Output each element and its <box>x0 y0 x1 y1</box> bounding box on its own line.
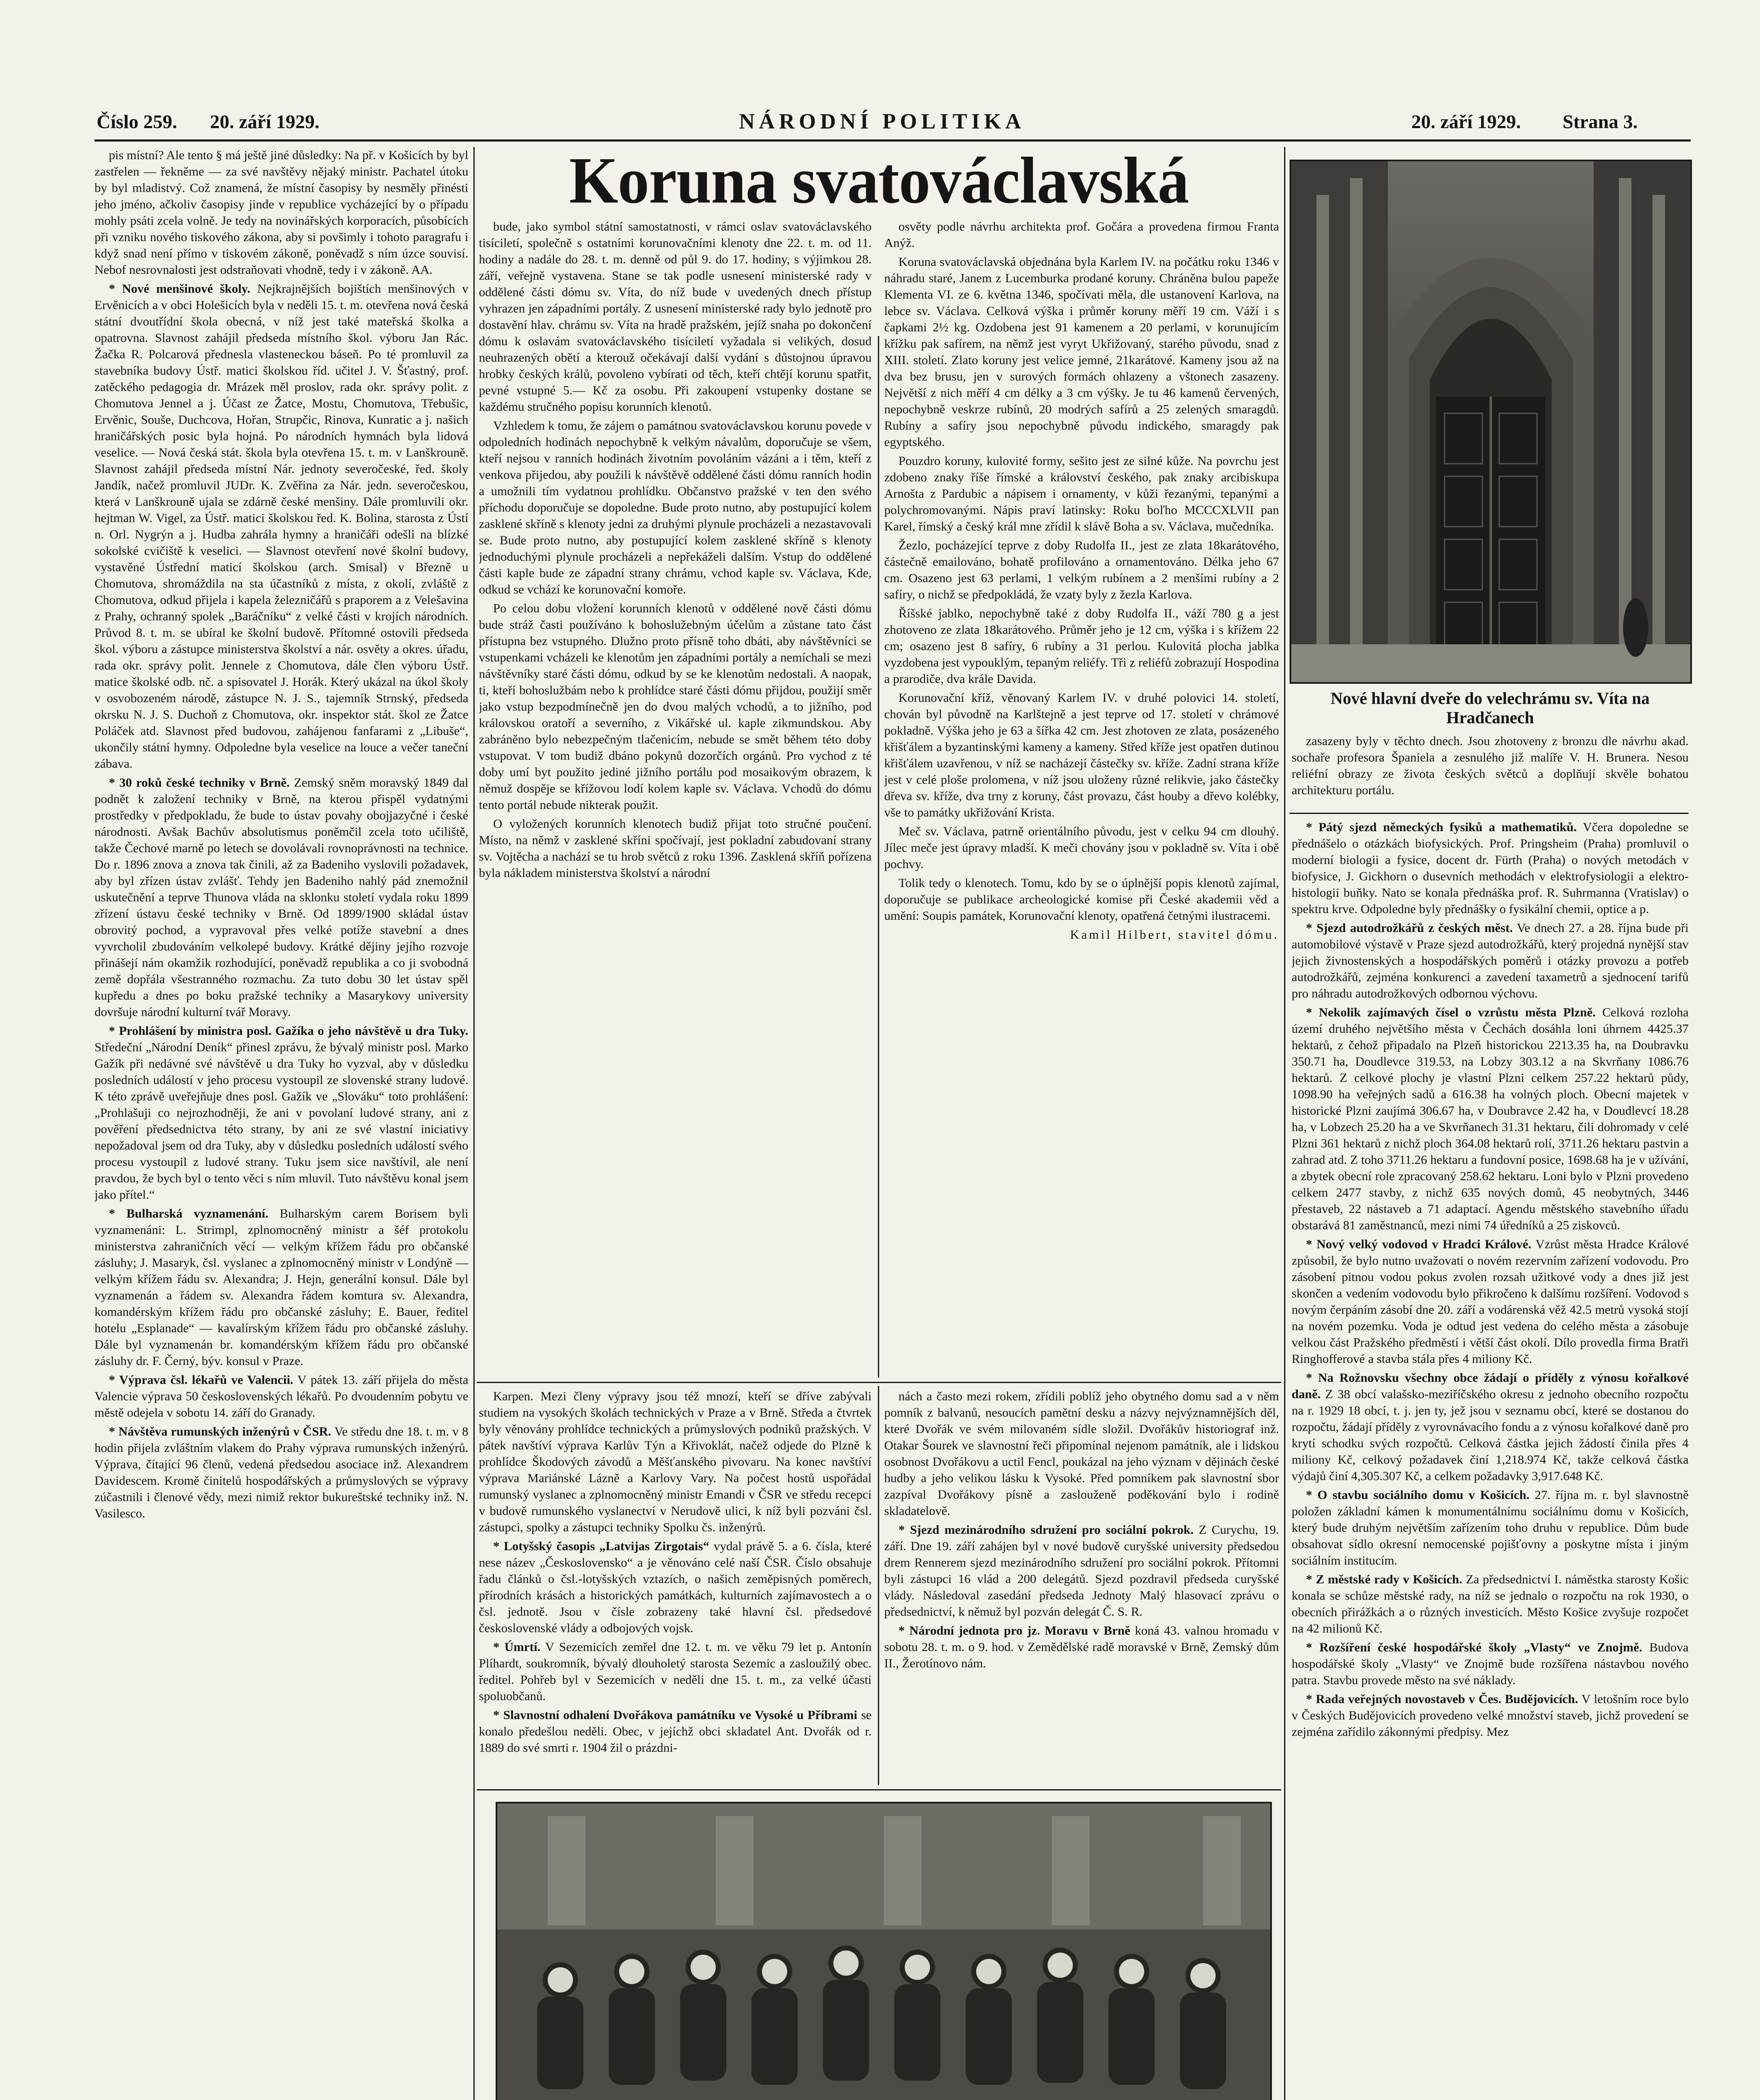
article-paragraph: Pouzdro koruny, kulovité formy, sešito jest ze silné kůže. Na povrchu jest zdobeno znaky říše římské a království českého, pak znaky arcibiskupa Arnošta z Pardubic a nápisem i ornamenty, v kůži řezanými, tepanými a polychromovanými. Nápis praví latinsky: Roku boľho MCCCXLVII pan Karel, římský a český král mne zřídil k slávě Boha a sv. Václava, mučedníka. <box>884 454 1279 533</box>
main-article-column-b <box>884 218 1279 1378</box>
cathedral-photo-caption-text <box>1292 733 1689 808</box>
reparation-commission-photo <box>496 1802 1272 2100</box>
article-paragraph: Koruna svatováclavská objednána byla Karlem IV. na počátku roku 1346 v náhradu staré, Janem z Lucemburka prodané koruny. Chráněna bulou papeže Klementa VI. ze 6. května 1346, spočívati měla, dle ustanovení Karlova, na lebce sv. Václava. Celková výška i průměr koruny měří 19 cm. Váží i s čapkami 2½ kg. Ozdobena jest 91 kamenem a 20 perlami, v korunujícím křížku pak safírem, na němž jest vyryt Ukřižovaný, starého původu, snad z XIII. století. Zlato koruny jest velice jemné, 21karátové. Kameny jsou až na dva bez brusu, jen v surových formách ohlazeny a vštonech zasazeny. Největší z nich měří 4 cm délky a 3 cm výšky. Je tu 46 kamenů červených, nepochybně veskrze rubínů, 20 modrých safírů a 25 zelených smaragdů. Rubíny a safíry jsou nepochybně původu indického, smaragdy pak egyptského. <box>884 255 1279 449</box>
article-paragraph: Vzhledem k tomu, že zájem o památnou svatováclavskou korunu povede v odpoledních hodinách nepochybně k velkým návalům, doporučuje se všem, kteří nejsou v ranních hodinách životním povoláním vázáni a i těm, kteří z venkova přijedou, aby použili k návštěvě oddělené části dómu ranních hodin a umožnili tím vydatnou prohlídku. Občanstvo pražské v ten den svého příchodu doporučuje se dopoledne. Bude proto nutno, aby postupující kolem zasklené skříně s klenoty jedni za druhými plynule procházeli a nezastavovali se. Bude proto nutno, aby postupující kolem zasklené skříně s klenoty jednoduchými plynule procházeli a nepřekáželi dalším. Vstup do oddělené části kaple bude ze západní strany chrámu, vchod kaple sv. Václava, Kde, odkud se vchází ke korunovační komoře. <box>479 419 872 596</box>
col1-paragraph: * Výprava čsl. lékařů ve Valencii. V pátek 13. září přijela do města Valencie výprava 50 československých lékařů. Po dvoudenním pobytu ve městě odejela v sobotu 14. září do Granady. <box>95 1373 468 1420</box>
lower-paragraph: * Slavnostní odhalení Dvořákova památníku ve Vysoké u Příbrami se konalo předešlou neděli. Obec, v jejíchž obci skladatel Ant. Dvořák od r. 1889 do své smrti r. 1904 žil o prázdni- <box>479 1708 872 1755</box>
caption-paragraph: zasazeny byly v těchto dnech. Jsou zhotoveny z bronzu dle návrhu akad. sochaře profesora Španiela a zesnulého již malíře V. H. Brunera. Nesou reliéfní obrazy ze života českých světců a doplňují skvěle bohatou architekturu portálu. <box>1292 734 1689 797</box>
col4-paragraph: * Rozšíření české hospodářské školy „Vlasty“ ve Znojmě. Budova hospodářské školy „Vlasty“ ve Znojmě bude rozšířena nástavbou nového patra. Stavbu provede město na své náklady. <box>1292 1641 1689 1687</box>
lower-paragraph: Karpen. Mezi členy výpravy jsou též mnozí, kteří se dříve zabývali studiem na vysokých školách technických v Praze a v Brně. Středa a čtvrtek byly věnovány prohlídce technických a průmyslových podniků pražských. V pátek navštíví výprava Karlův Týn a Křivoklát, načež odjede do Plzně k prohlídce Škodových závodů a Měšťanského pivovaru. Na konec navštíví výprava Mariánské Lázně a Karlovy Vary. Na počest hostů uspořádal rumunský vyslanec a zplnomocněný ministr Emandi v ČSR ve středu recepci v budově rumunského vyslanectví v Nerudově ulici, k níž byli pozváni čsl. zástupci, spolky a zástupci techniky Spolku čs. inženýrů. <box>479 1389 872 1534</box>
lower-column-b <box>884 1388 1279 1785</box>
header-rule <box>95 139 1691 142</box>
col4-paragraph: * Pátý sjezd německých fysiků a mathematiků. Včera dopoledne se přednášelo o otázkách biofysických. Prof. Pringsheim (Praha) promluvil o moderní biologii a fysice, docent dr. Fürth (Praha) o nových metodách v biofysice, J. Gickhorn o dusevních methodách v elektrofysiologii a elektro-histologii buňky. Nato se konala přednáška prof. R. Suhrmanna (Vratislav) o spektru krve. Odpoledne byly přednášky o fysikální chemii, optice a p. <box>1292 820 1689 916</box>
article-paragraph: osvěty podle návrhu architekta prof. Gočára a provedena firmou Franta Anýž. <box>884 220 1279 250</box>
issue-number: Číslo 259. <box>97 111 177 132</box>
col1-paragraph: * Návštěva rumunských inženýrů v ČSR. Ve středu dne 18. t. m. v 8 hodin přijela zvláštním vlakem do Prahy výprava rumunských inženýrů. Výprava, čítající 96 členů, vedená předsedou asociace inž. Alexandrem Davidescem. Kromě činitelů hospodářských a průmyslových se výpravy zúčastnili i členové vědy, mezi nimiž rektor bukureštské techniky inž. N. Vasilesco. <box>95 1425 468 1520</box>
page-number: Strana 3. <box>1563 111 1638 132</box>
main-headline: Koruna svatováclavská <box>569 144 1189 217</box>
article-paragraph: bude, jako symbol státní samostatnosti, v rámci oslav svatováclavského tisíciletí, společně s ostatními korunovačními klenoty dne 22. t. m. od 11. hodiny a nadále do 28. t. m. denně od půl 9. do 17. hodiny, s výjimkou 28. září, veřejně vystavena. Stane se tak podle usnesení ministerské rady v oddělené části dómu sv. Víta, do níž bude v uvedených dnech přístup vyhrazen jen západními portály. Z usnesení ministerské rady bylo jednotě pro dostavění hlav. chrámu sv. Víta na hradě pražském, jejíž snaha po dokončení dómu k oslavám svatováclavského tisíciletí vyžadala si velikých, dosud neuhrazených obětí a kterouž očekávají další vydání s důstojnou úpravou hrobky českých králů, povoleno vybírati od těch, kteří chtějí korunu spatřit, pevné vstupné 5.— Kč za osobu. Při zakoupení vstupenky dostane se každému stručného popisu korunních klenotů. <box>479 220 872 414</box>
col1-paragraph: * Nové menšinové školy. Nejkrajnějších bojištích menšinových v Ervěnicích a v obci Holešicích byla v neděli 15. t. m. otevřena nová česká státní dvoutřídní škola obecná, v níž jest také mateřská školka a opatrovna. Slavnost zahájil předseda místního škol. výboru Jan Rác. Žačka R. Polcarová přednesla vlasteneckou báseň. Po té promluvil za stavebníka budovy Ústř. matici školskou říd. učitel J. V. Šťastný, prof. zatěckého pedagogia dr. Mrázek měl proslov, rada okr. správy polit. z Chomutova Jennel a j. Účast ze Žatce, Mostu, Chomutova, Třebušic, Ervěnic, Souše, Duchcova, Hořan, Strupčic, Rinova, Kunratic a j. našich hraničářských posic byla hojná. Po národních hymnách byla lidová veselice. — Nová česká stát. škola byla otevřena 15. t. m. v Lanškrouně. Slavnost zahájil předseda místní Nár. jednoty severočeské, řed. školy Jandík, načež promluvil JUDr. K. Zvěřina za Nár. jedn. severočeskou, která v Lanškrouně ujala se zdárně české menšiny. Dále promluvili okr. hejtman W. Vigel, za Ústř. matici školskou řed. K. Bolina, starosta z Ústí n. Orl. Nygrýn a j. Hudba zahrála hymny a hraničáři odešli na blízké sokolské cvičiště k veselici. — Slavnost otevření nové školní budovy, vystavěné Ústřední maticí školskou (arch. Smisal) v Březně u Chomutova, shromáždila na sta účastníků z místa, z okolí, zvláště z Chomutova, odkud přijela i kapela železničářů s praporem a z Velešavina z Prahy, ochranný spolek „Baráčníku“ z velké části v krojích národních. Průvod 8. t. m. se ubíral ke školní budově. Přítomné ostovili předseda škol. výboru a zástupce ministerstva školství a nár. osvěty a okres. úřadu, rada okr. správy polit. Jennele z Chomutova, dále člen výboru Ústř. matice školské odb. nč. a spisovatel J. Horák. Který ukázal na úkol školy v osvobozeném národě, zástupce N. J. S., tajemník Strnský, předseda okrsku N. J. S. Duchoň z Chomutova, okr. inspektor stát. škol ze Žatce Poláček atd. Slavnost před budovou, zahájenou fanfarami z „Libuše“, ukončily státní hymny. Odpoledne byla veselice na louce a večer taneční zábava. <box>95 282 468 771</box>
article-paragraph: Žezlo, pocházející teprve z doby Rudolfa II., jest ze zlata 18karátového, částečně emailováno, bohatě profilováno a ornamentováno. Délka jeho 67 cm. Osazeno jest 63 perlami, 1 velkým rubínem a 2 menšími rubíny a 2 safíry, o nichž se předpokládá, že vzaty byly z žezla Karlova. <box>884 538 1279 601</box>
col4-paragraph: * O stavbu sociálního domu v Košicích. 27. října m. r. byl slavnostně položen základní kámen k monumentálnímu sociálnímu domu v Košicích, který bude druhým největším zařízením toho druhu v republice. Dům bude obsahovat sídlo okresní nemocenské pojišťovny a poskytne místa i jiným sociálním institucím. <box>1292 1488 1689 1567</box>
col4-paragraph: * Rada veřejných novostaveb v Čes. Budějovicích. V letošním roce bylo v Českých Budějovicích provedeno velké množství staveb, jichž provedení se zejména zařídilo zákonnými předpisy. Mez <box>1292 1692 1689 1739</box>
commission-meeting-illustration <box>497 1803 1270 2100</box>
col1-paragraph: * Prohlášení by ministra posl. Gažíka o jeho návštěvě u dra Tuky. Středeční „Národní Deník“ přinesl zprávu, že bývalý ministr posl. Marko Gažík při nedávné své návštěvě u dra Tuky ho vyzval, aby v důsledku posledních událostí v jeho procesu vystoupil ze slovenské strany ludové. K této zprávě uveřejňuje dnes posl. Gažík ve „Slováku“ toto prohlášení: „Prohlašuji co nejrozhodněji, že ani v povolaní ludové strany, ani z pověření předsednictva této strany, by ani ze své vlastní iniciativy nepožadoval jsem od dra Tuky, aby v důsledku posledních událostí svého procesu vystoupil z ludové strany. Tuku jsem sice navštívil, ale není pravdou, že bych byl o tento věci s ním mluvil. Tuto návštěvu konal jsem jako přítel.“ <box>95 1024 468 1202</box>
lower-column-a <box>479 1388 872 1785</box>
article-paragraph: Říšské jablko, nepochybně také z doby Rudolfa II., váží 780 g a jest zhotoveno ze zlata 18karátového. Průměr jeho je 12 cm, výška i s křížem 22 cm; osazeno jest 8 safíry, 6 rubíny a 31 perlou. Kulovitá plocha jablka vyzdobena jest vypouklým, tepaným reliéfy. Tři z reliéfů zobrazují Hospodina a prarodiče, dva krále Davida. <box>884 606 1279 686</box>
cathedral-portal-photo <box>1290 160 1692 684</box>
column-divider-3 <box>878 336 879 1378</box>
col1-paragraph: * Bulharská vyznamenání. Bulharským carem Borisem byli vyznamenáni: L. Strimpl, zplnomocněný ministr a šéf protokolu ministerstva zahraničních věcí — velkým křížem řádu pro občanské zásluhy; J. Masaryk, čsl. vyslanec a zplnomocněný ministr v Londýně — velkým křížem řádu sv. Alexandra; J. Hejn, generální konsul. Dále byl vyznamenán a řádem sv. Alexandra řádem komtura sv. Alexandra, komandérským křížem řádu pro občanské zásluhy; E. Bauer, ředitel hotelu „Esplanade“ — kavalírským křížem řádu pro občanské zásluhy. Dále byl vyznamenán br. komandérským křížem řádu pro občanské zásluhy dr. F. Černý, býv. konsul v Praze. <box>95 1207 468 1368</box>
right-caption-rule <box>1290 813 1689 814</box>
col4-paragraph: * Nový velký vodovod v Hradci Králové. Vzrůst města Hradce Králové způsobil, že bylo nutno uvažovati o novém rezervním zařízení vodovodu. Pro zásobení pitnou vodou pokus zvolen rozsah užitkové vody a dnes již jest skončen a vedením vodovodu bylo přikročeno k dalšímu rozšíření. Vodovod s novým čerpáním zásobí dne 20. září a vodárenská věž 42.5 metrů vysoká stojí na novém pozemku. Voda je odtud jest vedena do celého města a zásobuje velkou část Pražského předměstí i větší část okolí. Dílo provedla firma Bratři Ringhofferové a stavba stála přes 4 miliony Kč. <box>1292 1237 1689 1366</box>
col4-paragraph: * Z městské rady v Košicích. Za předsednictví I. náměstka starosty Košic konala se schůze městské rady, na níž se jednalo o rozpočtu na rok 1930, o obecních přirážkách a o různých investicích. Město Košice zvyšuje rozpočet na 42 milionů Kč. <box>1292 1572 1689 1635</box>
article-paragraph: Meč sv. Václava, patrně orientálního původu, jest v celku 94 cm dlouhý. Jílec meče jest úpravy mladší. K meči chovány jsou v pokladně sv. Víta i obě pochvy. <box>884 824 1279 871</box>
column-divider-4 <box>878 1386 879 1785</box>
lower-paragraph: * Lotyšský časopis „Latvijas Zirgotais“ vydal právě 5. a 6. čísla, které nese název „Československo“ a je věnováno celé naší ČSR. Číslo obsahuje řadu článků o čsl.-lotyšských vztazích, o našich zeměpisných poměrech, přírodních krásách a historických památkách, kulturních zajímavostech a o čsl. jednotě. Jsou v čísle zobrazeny také hlavní čsl. předsedové československé vlády a odbojových vojsk. <box>479 1539 872 1635</box>
column-4 <box>1292 819 1689 2100</box>
newspaper-title: NÁRODNÍ POLITIKA <box>739 110 1025 134</box>
cathedral-photo-caption-title: Nové hlavní dveře do velechrámu sv. Víta na Hradčanech <box>1330 689 1650 727</box>
article-signature: Kamil Hilbert, stavitel dómu. <box>1070 928 1279 942</box>
article-paragraph: O vyložených korunních klenotech budiž přijat toto stručné poučení. Místo, na němž v zasklené skříni spočívají, jest pokladní zabudovaní strany sv. Vojtěcha a nachází se tu hrob světců z roku 1396. Zasklená skříň pořízena byla nákladem ministerstva školství a národní <box>479 817 872 880</box>
photo-frame-top <box>477 1789 1281 1790</box>
column-divider-2 <box>1284 147 1285 2100</box>
col1-paragraph: pis místní? Ale tento § má ještě jiné důsledky: Na př. v Košicích by byl zastřelen — řekněme — za své navštěvy nějaký ministr. Pachatel útoku by byl mladistvý. Což znamená, že místní časopisy by nesměly přinésti jeho jméno, ačkoliv časopisy jinde v republice vycházející by o případu mohly psáti zcela volně. Je tedy na novinářských korporacích, působících při vzniku nového tiskového zákona, aby si povšimly i tohoto paragrafu i když snad není přímo v tiskovém zákoně, poněvadž s ním úzce souvisí. Nebof nesrovnalosti jest odstraňovati vhodně, tedy i v zákoně. AA. <box>95 148 468 277</box>
main-article-column-a <box>479 218 872 1378</box>
lower-paragraph: * Úmrtí. V Sezemicích zemřel dne 12. t. m. ve věku 79 let p. Antonín Plíhardt, soukromník, bývalý dlouholetý starosta Sezemic a zasloužilý obec. ředitel. Pohřeb byl v Sezemicích v neděli dne 15. t. m., za velké účasti spoluobčanů. <box>479 1640 872 1703</box>
article-paragraph: Po celou dobu vložení korunních klenotů v oddělené nově části dómu bude stráž časti používáno k bohoslužebným účelům a zůstane tato část přístupna bez vstupného. Dlužno proto přísně toho dbáti, aby návštěvníci se vstupenkami vcházeli ke klenotům jen západními portály a nemíchali se mezi návštěvníky staré části dómu, odkud by se ke klenotům nedostali. A naopak, ti, kteří bohoslužbám nebo k prohlídce staré části dómu přijdou, použijí směr jako vstup bezpodmínečně jen do dvou malých vchodů, a to jižního, pod královskou oratoří a severního, z Vikářské ul. kaple zikmundskou. Aby zabráněno bylo nebezpečným tlačenicím, nebude se smět během této doby vstupovat. V tom budiž dbáno pokynů dozorčích orgánů. Pro vychod z té doby umí byt použito jediné jižního portálu pod mosaikovým obrazem, k němuž dospěje se křížovou lodí kolem kaple sv. Václava. Vchodů do dómu tento portál nebude nikterak použit. <box>479 601 872 812</box>
col1-paragraph: * 30 roků české techniky v Brně. Zemský sněm moravský 1849 dal podnět k založení techniky v Brně, na kterou přispěl vydatnými prostředky v předpokladu, že bude to ústav povahy obojjazyčné i české národnosti. Avšak Bachův absolutismus poněmčil zcela toto učiliště, takže Čechové marně po letech se dovolávali rovnoprávnosti na technice. Do r. 1896 znova a znova tak činili, až za Badeniho vyslovili požadavek, aby byl zřízen ústav zvlášť. Tehdy jen Badeniho nahlý pád znemožnil uskutečnění a teprve Thunova vláda na sklonku století vydala roku 1899 zřízení ústavu české techniky v Brně. Od 1899/1900 skládal ústav obrovitý pochod, a vypravoval přes velké potíže stavební a dnes vyvrcholil zbudováním velkolepé budovy. Krátké dějiny jejího rozvoje přinášejí nám okamžik rozhodující, poněvadž republika a co ji svobodná země dopřála všestranného rozmachu. Za tuto dobu 30 let ústav spěl kupředu a dnes po boku pražské techniky a Masarykovy university dovršuje národní kulturní tvář Moravy. <box>95 776 468 1019</box>
lower-paragraph: * Národní jednota pro jz. Moravu v Brně koná 43. valnou hromadu v sobotu 28. t. m. o 9. hod. v Zemědělské radě moravské v Brně, Zemský dům II., Žerotínovo nám. <box>884 1624 1279 1670</box>
col4-paragraph: * Nekolik zajímavých čísel o vzrůstu města Plzně. Celková rozloha území druhého největšího města v Čechách dosáhla loni úhrnem 4425.37 hektarů, z čehož připadalo na Plzeň historickou 2213.35 ha, na Doubravku 350.71 ha, Doudlevce 319.53, na Lobzy 303.12 a na Skvrňany 1086.76 hektarů. Z celkové plochy je vlastní Plzni celkem 257.22 hektarů půdy, 1098.90 ha veřejných sadů a 616.38 ha volných ploch. Obecní majetek v historické Plzni zaujímá 306.67 ha, v Doubravce 2.42 ha, v Doudlevcí 18.28 ha, v Lobzech 25.20 ha a ve Skvrňanech 31.31 hektaru, čili dohromady v celé Plzni 361 hektarů z nichž ploch 364.08 hektarů rolí, 3711.26 hektaru pastvin a zahrad atd. Z toho 3711.26 hektaru a fundovní posice, 1698.68 ha je v užívání, a zbytek obecní role zpracovaný 258.62 hektaru. Loni bylo v Plzni provedeno celkem 2477 stavby, z nichž 635 nových domů, 45 neobytných, 3446 přestaveb, 22 nástaveb a 71 adaptací. Agendu městského stavebního úřadu obstarává 81 zaměstnanců, mezi nimi 74 úředníků a 25 ziskovců. <box>1292 1005 1689 1232</box>
article-paragraph: Tolik tedy o klenotech. Tomu, kdo by se o úplnější popis klenotů zajímal, doporučuje se publikace archeologické komise při České akademii věd a umění: Soupis památek, Korunovační klenoty, opatřená četnými ilustracemi. <box>884 876 1279 923</box>
column-divider-1 <box>473 147 475 2100</box>
issue-date-left: 20. září 1929. <box>210 111 320 132</box>
column-1 <box>95 147 468 2100</box>
cathedral-portal-illustration <box>1291 161 1690 682</box>
lower-paragraph: * Sjezd mezinárodního sdružení pro sociální pokrok. Z Curychu, 19. září. Dne 19. září zahájen byl v nové budově curyšské university předsedou drem Rennerem sjezd mezinárodního sdružení pro sociální pokrok. Přítomni byli zástupci 16 vlád a 200 delegátů. Sjezd pozdravil předseda curyšské vlády. Následoval zasedání předseda Jednoty Malý hlasovací zprávu o předsednictví, k němuž byl pozván delegát Č. S. R. <box>884 1523 1279 1619</box>
article-paragraph: Korunovační kříž, věnovaný Karlem IV. v druhé polovici 14. století, chován byl původně na Karlštejně a jest teprve od 17. století v chrámové pokladně. Výška jeho je 63 a šířka 42 cm. Jest zhotoven ze zlata, posázeného křišťálem a byzantinskými kameny a kameny. Střed kříže jest opatřen dutinou křišťálem uzavřenou, v níž se nacházejí částečky sv. kříže. Zadní strana kříže jest v celé ploše prolomena, v níž jsou uloženy různé relikvie, jako částečky dřeva sv. kříže, dva trny z koruny, část provazu, část houby a dřevo kolébky, vše to památky ukřižování Krista. <box>884 691 1279 819</box>
col4-paragraph: * Na Rožnovsku všechny obce žádají o příděly z výnosu kořalkové daně. Z 38 obcí valašsko-meziříčského okresu z jednoho obecního rozpočtu na r. 1929 18 obcí, t. j. jen ty, jež jsou v seznamu obcí, které se dostanou do rozpočtu, žádají příděly z vyrovnávacího fondu a z výnosu kořalkové daně pro krytí schodku svých rozpočtů. Celková částka jejich žádostí činila přes 4 miliony Kč, celkový požadavek činí 1,218.974 Kč, takže celková částka výdajů činí 4,305.307 Kč, a celkem požadavky 3,917.648 Kč. <box>1292 1371 1689 1483</box>
article-end-rule <box>477 1382 1281 1383</box>
lower-paragraph: nách a často mezi rokem, zřídili poblíž jeho obytného domu sad a v něm pomník z balvanů, nesoucích pamětní desku a názvy nejvýznamnějších děl, které Dvořák ve svém milovaném sídle složil. Dvořákův historiograf inž. Otakar Šourek ve slavnostní řeči připomínal nejenom památník, ale i lidskou osobnost Dvořákovu a uctil Fencl, poukázal na jeho význam v dějinách české hudby a jeho velikou lásku k Vysoké. Před pomníkem pak slavnostní sbor zazpíval Dvořákovy písně a zaslouženě poděkování bylo i rodině skladatelově. <box>884 1389 1279 1518</box>
col4-paragraph: * Sjezd autodrožkářů z českých měst. Ve dnech 27. a 28. října bude při automobilové výstavě v Praze sjezd autodrožkářů, který projedná nynější stav jejich živnostenských a hospodářských poměrů i otázky provozu a potřeb autodrožkářů, zejména konkurenci a zavedení taxametrů a sjednocení tarifů pro náhradu autodrožkových odbornou výchovu. <box>1292 921 1689 1000</box>
issue-date-right: 20. září 1929. <box>1411 111 1521 132</box>
